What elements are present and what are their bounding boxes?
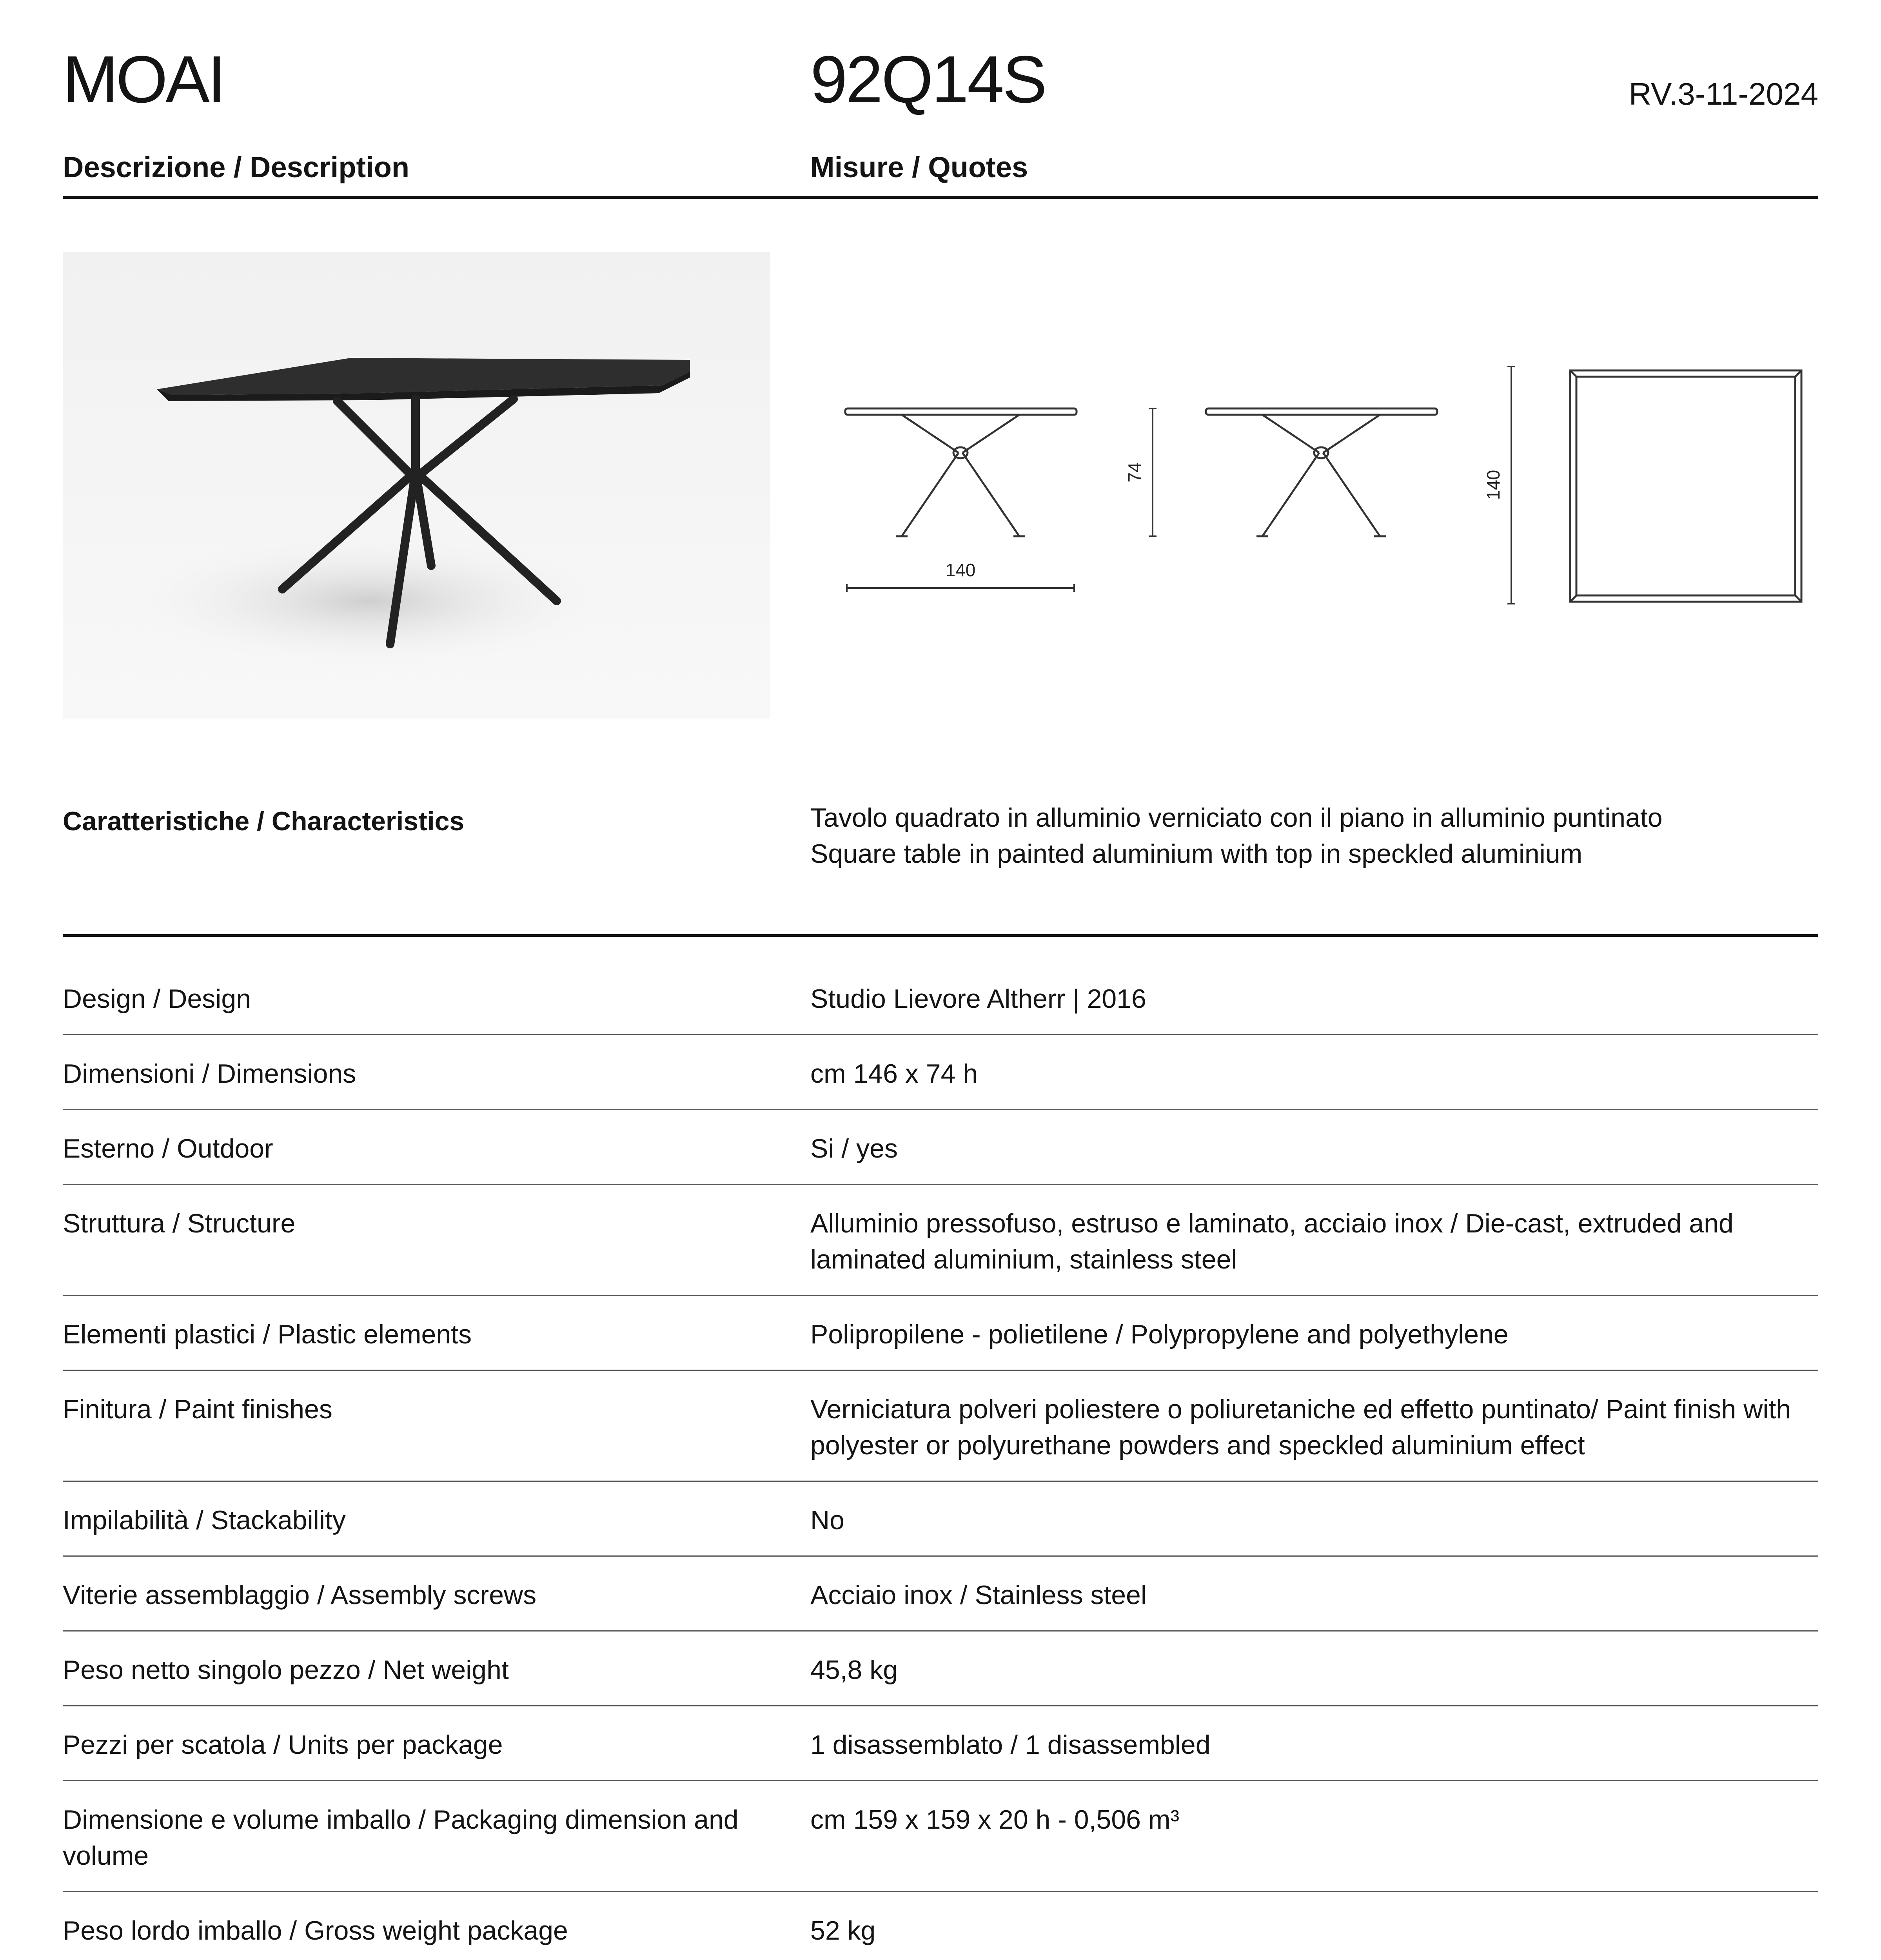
specs-table	[63, 960, 1818, 1960]
table-row	[63, 1371, 1818, 1482]
table-row	[63, 960, 1818, 1035]
height-dimension-label: 74	[1124, 462, 1145, 483]
width-dimension-label: 140	[945, 560, 976, 580]
table-row	[63, 1110, 1818, 1185]
spec-value: Polipropilene - polietilene / Polypropylene and polyethylene	[810, 1319, 1509, 1349]
characteristics-divider	[63, 934, 1818, 937]
table-row	[63, 1482, 1818, 1557]
product-photo	[63, 252, 770, 719]
spec-label: Impilabilità / Stackability	[63, 1505, 346, 1535]
spec-value: Si / yes	[810, 1134, 898, 1163]
characteristics-text-en: Square table in painted aluminium with top in speckled aluminium	[810, 839, 1583, 869]
spec-value: Acciaio inox / Stainless steel	[810, 1580, 1147, 1610]
spec-value: Verniciatura polveri poliestere o poliuretaniche ed effetto puntinato/ Paint finish with polyester or polyurethane powders and speckled aluminium effect	[810, 1394, 1791, 1460]
spec-label: Pezzi per scatola / Units per package	[63, 1730, 503, 1760]
characteristics-text	[810, 800, 1818, 872]
description-heading: Descrizione / Description	[63, 151, 410, 183]
spec-label: Peso netto singolo pezzo / Net weight	[63, 1655, 509, 1685]
characteristics-heading: Caratteristiche / Characteristics	[63, 806, 465, 836]
spec-value: cm 146 x 74 h	[810, 1059, 978, 1089]
spec-label: Struttura / Structure	[63, 1209, 296, 1238]
spec-value: 45,8 kg	[810, 1655, 898, 1685]
revision-date: RV.3-11-2024	[1629, 76, 1818, 111]
spec-label: Esterno / Outdoor	[63, 1134, 273, 1163]
characteristics-text-it: Tavolo quadrato in alluminio verniciato con il piano in alluminio puntinato	[810, 803, 1663, 833]
spec-label: Dimensioni / Dimensions	[63, 1059, 356, 1089]
spec-label: Peso lordo imballo / Gross weight package	[63, 1916, 568, 1945]
spec-label: Elementi plastici / Plastic elements	[63, 1319, 472, 1349]
table-row	[63, 1185, 1818, 1296]
table-row	[63, 1557, 1818, 1632]
spec-value: 1 disassemblato / 1 disassembled	[810, 1730, 1211, 1760]
spec-label: Finitura / Paint finishes	[63, 1394, 332, 1424]
product-code: 92Q14S	[810, 42, 1046, 117]
spec-label: Viterie assemblaggio / Assembly screws	[63, 1580, 537, 1610]
spec-value: cm 159 x 159 x 20 h - 0,506 m³	[810, 1805, 1180, 1835]
spec-label: Design / Design	[63, 984, 251, 1014]
table-row	[63, 1706, 1818, 1781]
header-divider	[63, 196, 1818, 199]
product-name: MOAI	[63, 42, 224, 117]
spec-label: Dimensione e volume imballo / Packaging dimension and volume	[63, 1805, 739, 1871]
spec-value: Alluminio pressofuso, estruso e laminato, acciaio inox / Die-cast, extruded and laminated aluminium, stainless steel	[810, 1209, 1734, 1274]
table-row	[63, 1781, 1818, 1892]
table-row	[63, 1892, 1818, 1960]
spec-value: No	[810, 1505, 844, 1535]
technical-drawing	[823, 353, 1819, 627]
spec-value: Studio Lievore Altherr | 2016	[810, 984, 1146, 1014]
table-row	[63, 1296, 1818, 1371]
quotes-heading: Misure / Quotes	[810, 151, 1028, 183]
spec-value: 52 kg	[810, 1916, 876, 1945]
depth-dimension-label: 140	[1483, 470, 1503, 500]
table-row	[63, 1035, 1818, 1110]
table-row	[63, 1632, 1818, 1706]
